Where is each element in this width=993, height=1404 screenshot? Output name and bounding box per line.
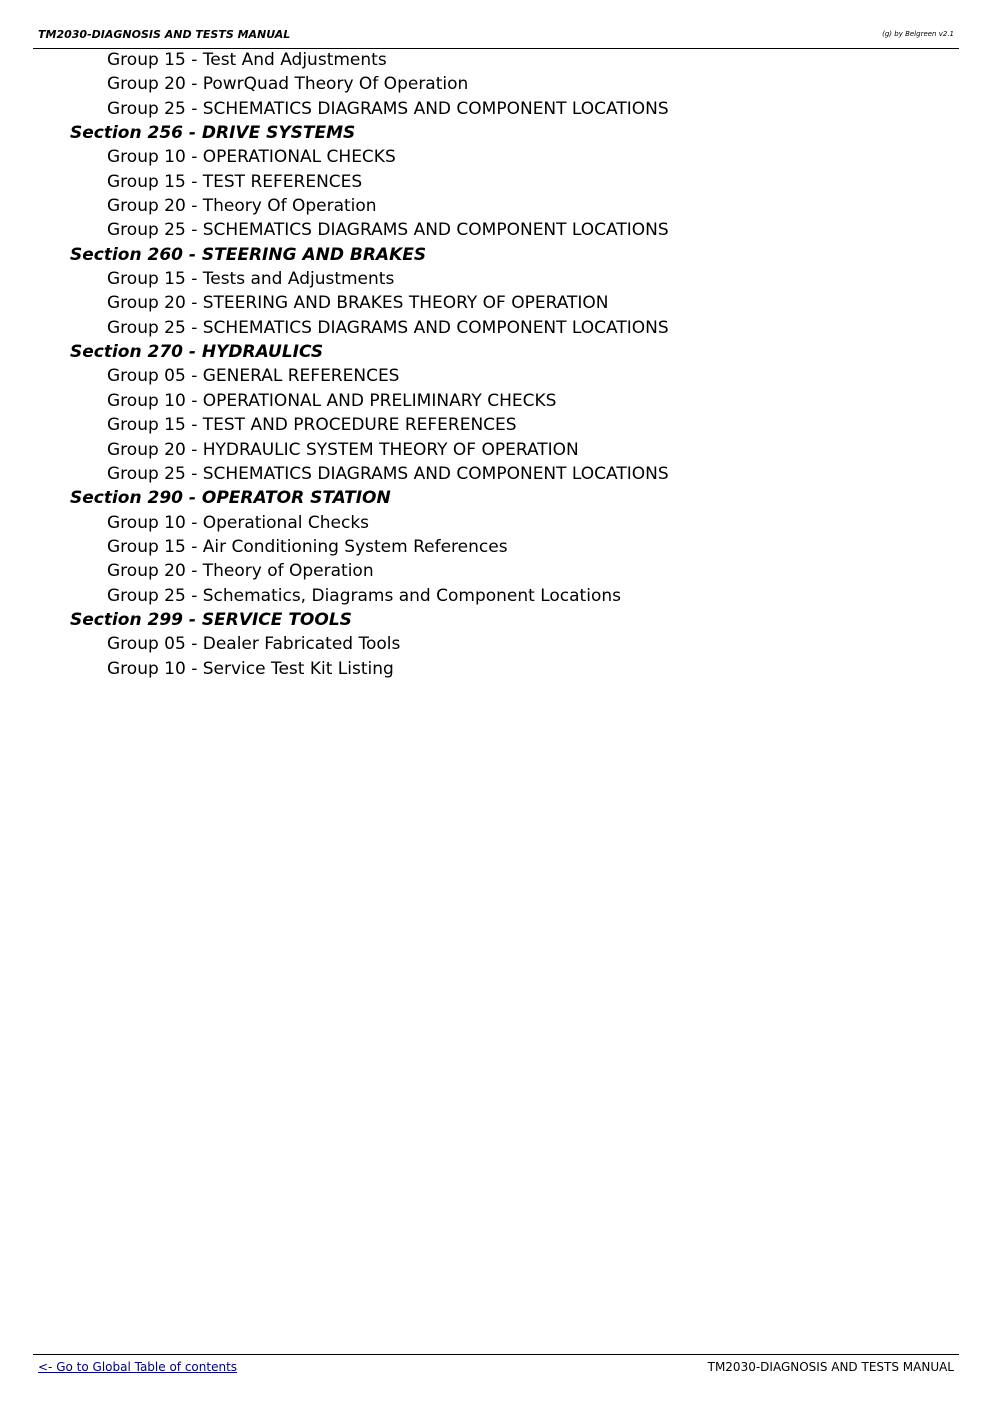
table-of-contents xyxy=(0,48,993,681)
toc-group-entry[interactable]: Group 25 - SCHEMATICS DIAGRAMS AND COMPONENT LOCATIONS xyxy=(107,98,669,119)
toc-group-entry[interactable]: Group 15 - Tests and Adjustments xyxy=(107,269,395,290)
toc-section-heading: Section 256 - DRIVE SYSTEMS xyxy=(70,123,356,144)
toc-group-entry[interactable]: Group 05 - Dealer Fabricated Tools xyxy=(107,634,401,655)
toc-group-entry[interactable]: Group 15 - Test And Adjustments xyxy=(107,50,387,70)
toc-group-entry[interactable]: Group 05 - GENERAL REFERENCES xyxy=(107,366,400,387)
toc-section-heading: Section 290 - OPERATOR STATION xyxy=(70,488,391,509)
toc-group-entry[interactable]: Group 10 - Service Test Kit Listing xyxy=(107,658,394,679)
page-footer xyxy=(33,1354,959,1374)
toc-group-entry[interactable]: Group 10 - OPERATIONAL AND PRELIMINARY CHECKS xyxy=(107,390,557,411)
toc-section-heading: Section 270 - HYDRAULICS xyxy=(70,342,324,363)
toc-section-heading: Section 260 - STEERING AND BRAKES xyxy=(70,244,427,265)
toc-group-entry[interactable]: Group 20 - STEERING AND BRAKES THEORY OF OPERATION xyxy=(107,293,609,314)
credit-note: (g) by Belgreen v2.1 xyxy=(882,30,954,38)
toc-group-entry[interactable]: Group 20 - Theory of Operation xyxy=(107,561,374,582)
toc-group-entry[interactable]: Group 25 - SCHEMATICS DIAGRAMS AND COMPONENT LOCATIONS xyxy=(107,463,669,484)
toc-group-entry[interactable]: Group 20 - Theory Of Operation xyxy=(107,196,377,217)
toc-section-heading: Section 299 - SERVICE TOOLS xyxy=(70,609,352,630)
toc-group-entry[interactable]: Group 15 - TEST AND PROCEDURE REFERENCES xyxy=(107,415,517,436)
global-toc-link[interactable]: <- Go to Global Table of contents xyxy=(38,1360,238,1374)
manual-title: TM2030-DIAGNOSIS AND TESTS MANUAL xyxy=(38,28,291,41)
toc-group-entry[interactable]: Group 20 - HYDRAULIC SYSTEM THEORY OF OPERATION xyxy=(107,439,579,460)
toc-group-entry[interactable]: Group 10 - Operational Checks xyxy=(107,512,370,533)
toc-group-entry[interactable]: Group 15 - TEST REFERENCES xyxy=(107,171,363,192)
toc-group-entry[interactable]: Group 15 - Air Conditioning System References xyxy=(107,536,508,557)
toc-group-entry[interactable]: Group 25 - SCHEMATICS DIAGRAMS AND COMPONENT LOCATIONS xyxy=(107,317,669,338)
toc-group-entry[interactable]: Group 25 - SCHEMATICS DIAGRAMS AND COMPONENT LOCATIONS xyxy=(107,220,669,241)
toc-group-entry[interactable]: Group 10 - OPERATIONAL CHECKS xyxy=(107,147,396,168)
toc-group-entry[interactable]: Group 20 - PowrQuad Theory Of Operation xyxy=(107,74,469,95)
page-header xyxy=(33,27,959,49)
footer-manual-title: TM2030-DIAGNOSIS AND TESTS MANUAL xyxy=(707,1360,954,1374)
toc-group-entry[interactable]: Group 25 - Schematics, Diagrams and Component Locations xyxy=(107,585,621,606)
